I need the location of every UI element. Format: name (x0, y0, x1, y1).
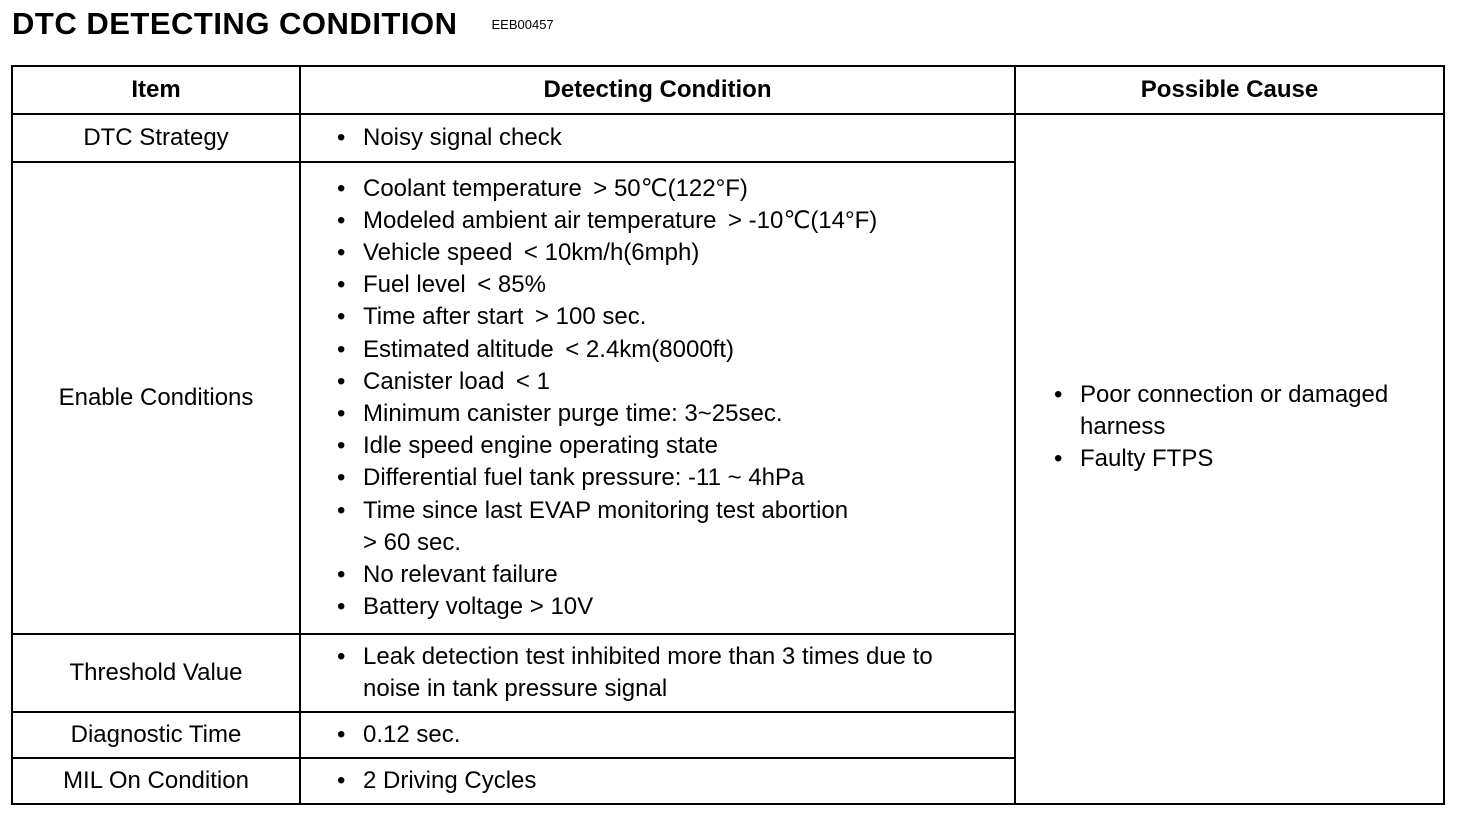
condition-item: • Estimated altitude < 2.4km(8000ft) (337, 334, 1014, 366)
condition-item: • 2 Driving Cycles (337, 765, 1014, 797)
condition-item: • Leak detection test inhibited more than 3 times due to noise in tank pressure signal (337, 641, 963, 705)
condition-list (337, 173, 1014, 624)
page-title: DTC DETECTING CONDITION (12, 6, 458, 41)
condition-cell (300, 114, 1015, 162)
condition-item: • Minimum canister purge time: 3~25sec. (337, 398, 1014, 430)
condition-item: • No relevant failure (337, 559, 1014, 591)
condition-cell (300, 162, 1015, 634)
condition-item: • Differential fuel tank pressure: -11 ~ 4hPa (337, 462, 1014, 494)
condition-item: • Vehicle speed < 10km/h(6mph) (337, 237, 1014, 269)
condition-cell (300, 634, 1015, 712)
item-cell: DTC Strategy (12, 114, 300, 162)
table-header-row (12, 66, 1444, 114)
condition-item: • 0.12 sec. (337, 719, 1014, 751)
condition-item: • Idle speed engine operating state (337, 430, 1014, 462)
column-header-possible-cause: Possible Cause (1015, 66, 1444, 114)
possible-cause-item: • Faulty FTPS (1054, 443, 1433, 475)
condition-list (337, 122, 1014, 154)
column-header-item: Item (12, 66, 300, 114)
column-header-detecting-condition: Detecting Condition (300, 66, 1015, 114)
item-cell: MIL On Condition (12, 758, 300, 804)
item-cell: Diagnostic Time (12, 712, 300, 758)
possible-cause-cell (1015, 114, 1444, 804)
condition-item: • Canister load < 1 (337, 366, 1014, 398)
condition-list (337, 641, 1014, 705)
condition-cell (300, 758, 1015, 804)
table-row-dtc-strategy (12, 114, 1444, 162)
condition-list (337, 719, 1014, 751)
condition-item: • Modeled ambient air temperature > -10℃(14°F) (337, 205, 1014, 237)
condition-list (337, 765, 1014, 797)
item-cell: Threshold Value (12, 634, 300, 712)
condition-item: • Time since last EVAP monitoring test abortion > 60 sec. (337, 495, 863, 559)
page-header (12, 6, 554, 46)
condition-item: • Time after start > 100 sec. (337, 301, 1014, 333)
possible-cause-list (1054, 379, 1433, 476)
condition-item: • Fuel level < 85% (337, 269, 1014, 301)
condition-item: • Battery voltage > 10V (337, 591, 1014, 623)
document-code: EEB00457 (491, 17, 554, 32)
condition-item: • Coolant temperature > 50℃(122°F) (337, 173, 1014, 205)
possible-cause-item: • Poor connection or damaged harness (1054, 379, 1433, 443)
condition-item: • Noisy signal check (337, 122, 1014, 154)
dtc-condition-table (11, 65, 1445, 805)
item-cell: Enable Conditions (12, 162, 300, 634)
condition-cell (300, 712, 1015, 758)
